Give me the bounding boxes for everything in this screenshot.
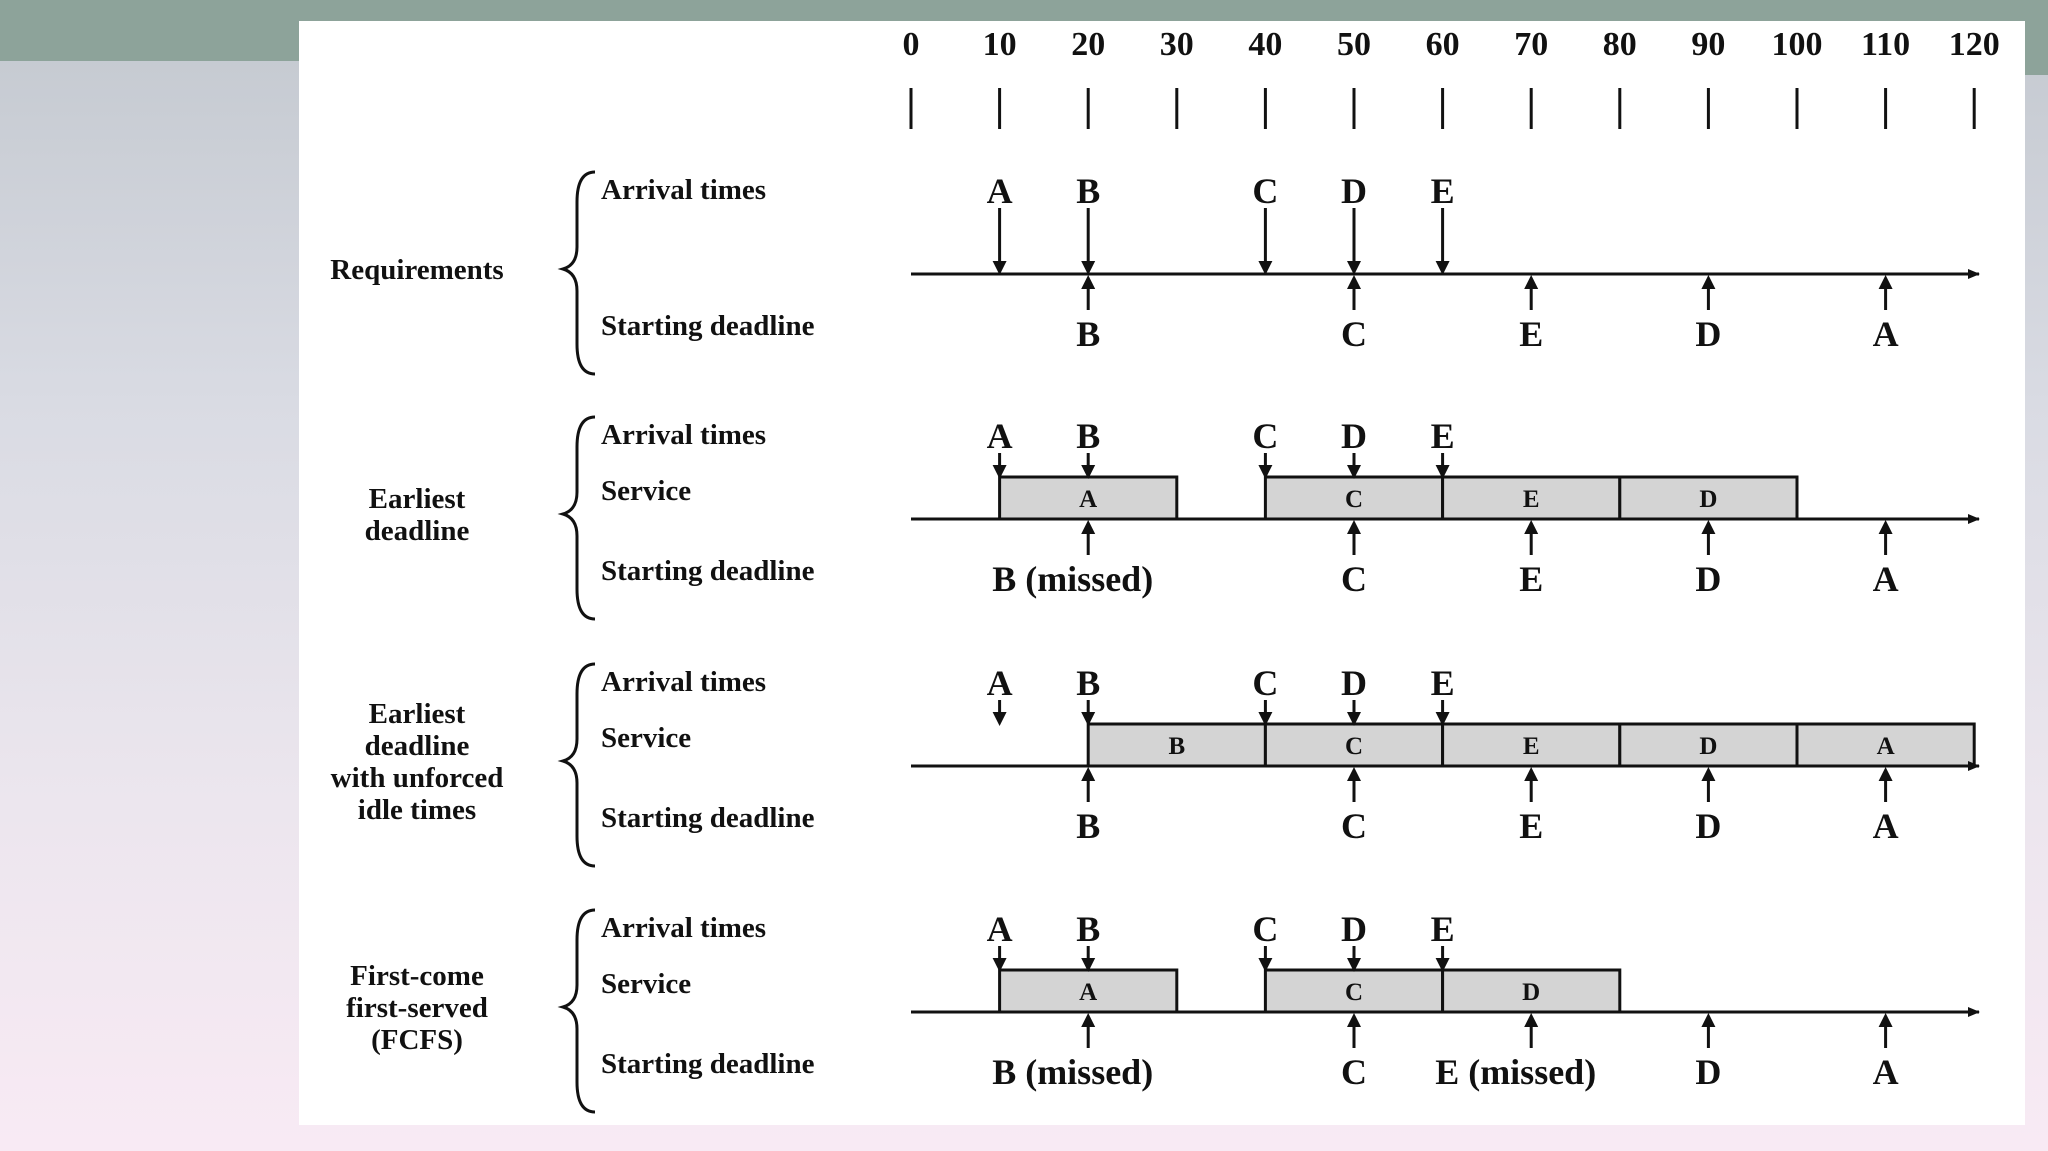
arrival-label: A	[986, 171, 1013, 211]
slide-right-band	[2025, 21, 2048, 75]
time-tick-label: 120	[1948, 26, 2000, 63]
service-block-label: A	[1079, 979, 1098, 1006]
section-brace	[563, 664, 595, 866]
service-block	[1000, 477, 1177, 519]
arrival-arrow	[993, 208, 1007, 275]
service-block-label: C	[1344, 733, 1364, 760]
deadline-label-missed: B (missed)	[992, 1052, 1154, 1092]
deadline-arrow	[1081, 275, 1095, 310]
arrival-label: A	[986, 416, 1013, 456]
time-tick-label: 60	[1425, 26, 1460, 63]
service-block	[1088, 724, 1265, 766]
arrival-arrow	[1436, 208, 1450, 275]
deadline-arrow	[1701, 275, 1715, 310]
deadline-arrow	[1879, 275, 1893, 310]
row-label-starting-deadline: Starting deadline	[601, 555, 815, 587]
service-block	[1265, 724, 1442, 766]
deadline-arrow	[1524, 767, 1538, 802]
deadline-label: A	[1872, 314, 1899, 354]
service-block	[1443, 970, 1620, 1012]
time-tick-label: 50	[1337, 26, 1371, 63]
arrival-arrow	[1081, 453, 1095, 479]
row-label-starting-deadline: Starting deadline	[601, 310, 815, 342]
deadline-arrow	[1701, 1013, 1715, 1048]
arrival-arrow	[1258, 208, 1272, 275]
arrival-arrow	[993, 700, 1007, 726]
deadline-arrow	[1524, 275, 1538, 310]
row-label-arrival-times: Arrival times	[601, 419, 767, 451]
arrival-label: D	[1341, 171, 1367, 211]
row-label-service: Service	[601, 722, 692, 754]
section-earliest-deadline-unforced-idle	[331, 663, 1979, 866]
deadline-label: A	[1872, 806, 1899, 846]
deadline-arrow	[1879, 767, 1893, 802]
row-label-starting-deadline: Starting deadline	[601, 802, 815, 834]
deadline-label: A	[1872, 1052, 1899, 1092]
service-block	[1797, 724, 1974, 766]
section-group-label: deadline	[364, 730, 470, 762]
arrival-arrow	[1347, 453, 1361, 479]
arrival-label: E	[1430, 416, 1455, 456]
deadline-arrow	[1347, 275, 1361, 310]
section-group-label: first-served	[346, 992, 488, 1024]
arrival-label: B	[1076, 663, 1101, 703]
arrival-arrow	[1081, 700, 1095, 726]
arrival-arrow	[1347, 208, 1361, 275]
deadline-label-missed: E (missed)	[1435, 1052, 1597, 1092]
arrival-label: B	[1076, 171, 1101, 211]
deadline-arrow	[1347, 767, 1361, 802]
deadline-label: B	[1076, 806, 1101, 846]
deadline-label: D	[1695, 314, 1722, 354]
slide-left-band	[0, 21, 299, 61]
section-group-label: idle times	[357, 794, 477, 826]
deadline-arrow	[1701, 767, 1715, 802]
arrival-label: B	[1076, 909, 1101, 949]
service-block-label: B	[1168, 733, 1186, 760]
arrival-arrow	[1436, 700, 1450, 726]
arrival-arrow	[1436, 453, 1450, 479]
deadline-label: B	[1076, 314, 1101, 354]
service-block	[1443, 477, 1620, 519]
service-block-label: E	[1522, 486, 1540, 513]
section-group-label: First-come	[350, 960, 484, 992]
section-group-label: with unforced	[330, 762, 504, 794]
deadline-arrow	[1081, 1013, 1095, 1048]
arrival-arrow	[1081, 946, 1095, 972]
time-tick-label: 80	[1602, 26, 1637, 63]
scheduling-timeline-diagram	[299, 21, 2025, 1125]
time-tick-label: 90	[1691, 26, 1726, 63]
service-block-label: C	[1344, 979, 1364, 1006]
time-tick-label: 100	[1771, 26, 1823, 63]
service-block	[1000, 970, 1177, 1012]
section-group-label: Earliest	[368, 698, 466, 730]
service-block-label: A	[1876, 733, 1895, 760]
deadline-label: D	[1695, 1052, 1722, 1092]
time-tick-label: 70	[1514, 26, 1549, 63]
section-brace	[563, 910, 595, 1112]
arrival-arrow	[1258, 946, 1272, 972]
section-brace	[563, 417, 595, 619]
arrival-label: C	[1252, 909, 1279, 949]
row-label-service: Service	[601, 968, 692, 1000]
arrival-label: E	[1430, 171, 1455, 211]
arrival-label: E	[1430, 663, 1455, 703]
service-block	[1443, 724, 1620, 766]
time-tick-label: 0	[902, 26, 920, 63]
section-fcfs	[346, 909, 1979, 1112]
deadline-arrow	[1524, 1013, 1538, 1048]
arrival-label: E	[1430, 909, 1455, 949]
arrival-arrow	[1347, 700, 1361, 726]
section-group-label: (FCFS)	[371, 1024, 463, 1056]
deadline-label: D	[1695, 559, 1722, 599]
deadline-arrow	[1347, 520, 1361, 555]
deadline-label: C	[1341, 314, 1367, 354]
deadline-arrow	[1524, 520, 1538, 555]
arrival-label: D	[1341, 663, 1367, 703]
time-tick-label: 10	[982, 26, 1017, 63]
section-group-label: Earliest	[368, 483, 466, 515]
slide-top-band	[0, 0, 2048, 21]
service-block-label: D	[1699, 733, 1718, 760]
arrival-label: B	[1076, 416, 1101, 456]
scheduling-sections	[330, 171, 1979, 1112]
section-brace	[563, 172, 595, 374]
section-group-label: deadline	[364, 515, 470, 547]
arrival-arrow	[1436, 946, 1450, 972]
arrival-arrow	[993, 946, 1007, 972]
deadline-label: E	[1519, 806, 1544, 846]
arrival-arrow	[993, 453, 1007, 479]
arrival-label: A	[986, 663, 1013, 703]
deadline-arrow	[1347, 1013, 1361, 1048]
service-block-label: E	[1522, 733, 1540, 760]
service-block	[1265, 970, 1442, 1012]
service-block-label: D	[1699, 486, 1718, 513]
row-label-arrival-times: Arrival times	[601, 666, 767, 698]
deadline-label: C	[1341, 806, 1367, 846]
deadline-label-missed: B (missed)	[992, 559, 1154, 599]
arrival-arrow	[1081, 208, 1095, 275]
time-tick-label: 20	[1071, 26, 1106, 63]
deadline-arrow	[1081, 767, 1095, 802]
row-label-arrival-times: Arrival times	[601, 912, 767, 944]
deadline-label: E	[1519, 314, 1544, 354]
arrival-label: D	[1341, 909, 1367, 949]
deadline-label: D	[1695, 806, 1722, 846]
time-scale	[903, 26, 2000, 129]
arrival-label: D	[1341, 416, 1367, 456]
arrival-label: C	[1252, 171, 1279, 211]
time-tick-label: 30	[1159, 26, 1194, 63]
service-block	[1620, 724, 1797, 766]
arrival-label: C	[1252, 416, 1279, 456]
arrival-arrow	[1258, 700, 1272, 726]
deadline-arrow	[1879, 1013, 1893, 1048]
deadline-arrow	[1081, 520, 1095, 555]
deadline-label: A	[1872, 559, 1899, 599]
deadline-arrow	[1879, 520, 1893, 555]
time-tick-label: 40	[1248, 26, 1283, 63]
service-block	[1265, 477, 1442, 519]
deadline-label: C	[1341, 1052, 1367, 1092]
section-requirements	[330, 171, 1979, 374]
section-group-label: Requirements	[330, 254, 504, 286]
deadline-arrow	[1701, 520, 1715, 555]
arrival-label: C	[1252, 663, 1279, 703]
service-block-label: D	[1522, 979, 1541, 1006]
arrival-arrow	[1258, 453, 1272, 479]
arrival-label: A	[986, 909, 1013, 949]
arrival-arrow	[1347, 946, 1361, 972]
time-tick-label: 110	[1861, 26, 1911, 63]
row-label-service: Service	[601, 475, 692, 507]
deadline-label: E	[1519, 559, 1544, 599]
service-block-label: C	[1344, 486, 1364, 513]
diagram-panel	[299, 21, 2025, 1125]
row-label-arrival-times: Arrival times	[601, 174, 767, 206]
service-block-label: A	[1079, 486, 1098, 513]
deadline-label: C	[1341, 559, 1367, 599]
row-label-starting-deadline: Starting deadline	[601, 1048, 815, 1080]
service-block	[1620, 477, 1797, 519]
section-earliest-deadline	[365, 416, 1979, 619]
